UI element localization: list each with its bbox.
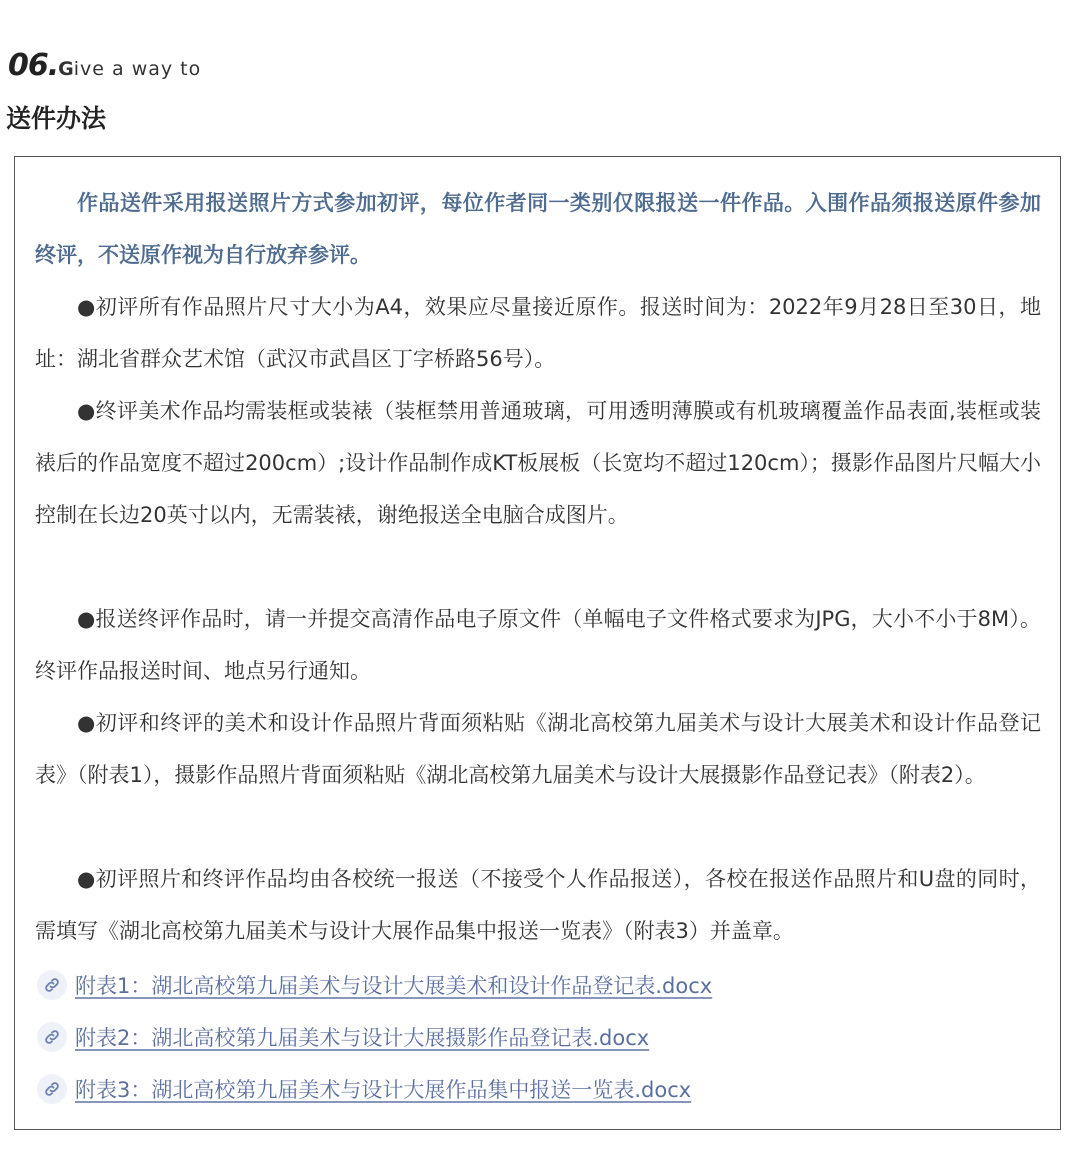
link-icon bbox=[37, 1022, 67, 1052]
section-english-subtitle: ive a way to bbox=[73, 58, 202, 80]
bullet-paragraph-1: ●初评所有作品照片尺寸大小为A4，效果应尽量接近原作。报送时间为：2022年9月28日至30日，地址：湖北省群众艺术馆（武汉市武昌区丁字桥路56号）。 bbox=[35, 295, 1041, 371]
bullet-paragraph-5: ●初评照片和终评作品均由各校统一报送（不接受个人作品报送），各校在报送作品照片和U盘的同时，需填写《湖北高校第九届美术与设计大展作品集中报送一览表》（附表3）并盖章。 bbox=[35, 867, 1041, 943]
link-icon bbox=[37, 970, 67, 1000]
bullet-paragraph-2: ●终评美术作品均需装框或装裱（装框禁用普通玻璃，可用透明薄膜或有机玻璃覆盖作品表面,装框或装裱后的作品宽度不超过200cm）;设计作品制作成KT板展板（长宽均不超过120cm）；摄影作品图片尺幅大小控制在长边20英寸以内，无需装裱，谢绝报送全电脑合成图片。 bbox=[35, 399, 1041, 527]
bullet-paragraph-3: ●报送终评作品时，请一并提交高清作品电子原文件（单幅电子文件格式要求为JPG，大小不小于8M）。终评作品报送时间、地点另行通知。 bbox=[35, 607, 1041, 683]
section-number: 06. bbox=[8, 48, 59, 83]
attachment-item-2[interactable] bbox=[37, 1017, 649, 1057]
attachment-link-1[interactable]: 附表1：湖北高校第九届美术与设计大展美术和设计作品登记表.docx bbox=[75, 974, 713, 998]
intro-paragraph: 作品送件采用报送照片方式参加初评，每位作者同一类别仅限报送一件作品。入围作品须报送原件参加终评，不送原作视为自行放弃参评。 bbox=[35, 191, 1041, 267]
attachment-item-1[interactable] bbox=[37, 965, 712, 1005]
bullet-paragraph-4: ●初评和终评的美术和设计作品照片背面须粘贴《湖北高校第九届美术与设计大展美术和设计作品登记表》（附表1），摄影作品照片背面须粘贴《湖北高校第九届美术与设计大展摄影作品登记表》（附表2）。 bbox=[35, 711, 1041, 787]
attachment-item-3[interactable] bbox=[37, 1069, 691, 1109]
section-heading bbox=[8, 48, 201, 88]
content-box bbox=[14, 156, 1061, 1130]
attachment-link-2[interactable]: 附表2：湖北高校第九届美术与设计大展摄影作品登记表.docx bbox=[75, 1026, 650, 1050]
link-icon bbox=[37, 1074, 67, 1104]
attachment-link-3[interactable]: 附表3：湖北高校第九届美术与设计大展作品集中报送一览表.docx bbox=[75, 1078, 692, 1102]
section-title: 送件办法 bbox=[6, 104, 107, 133]
section-english-initial: G bbox=[58, 58, 74, 80]
